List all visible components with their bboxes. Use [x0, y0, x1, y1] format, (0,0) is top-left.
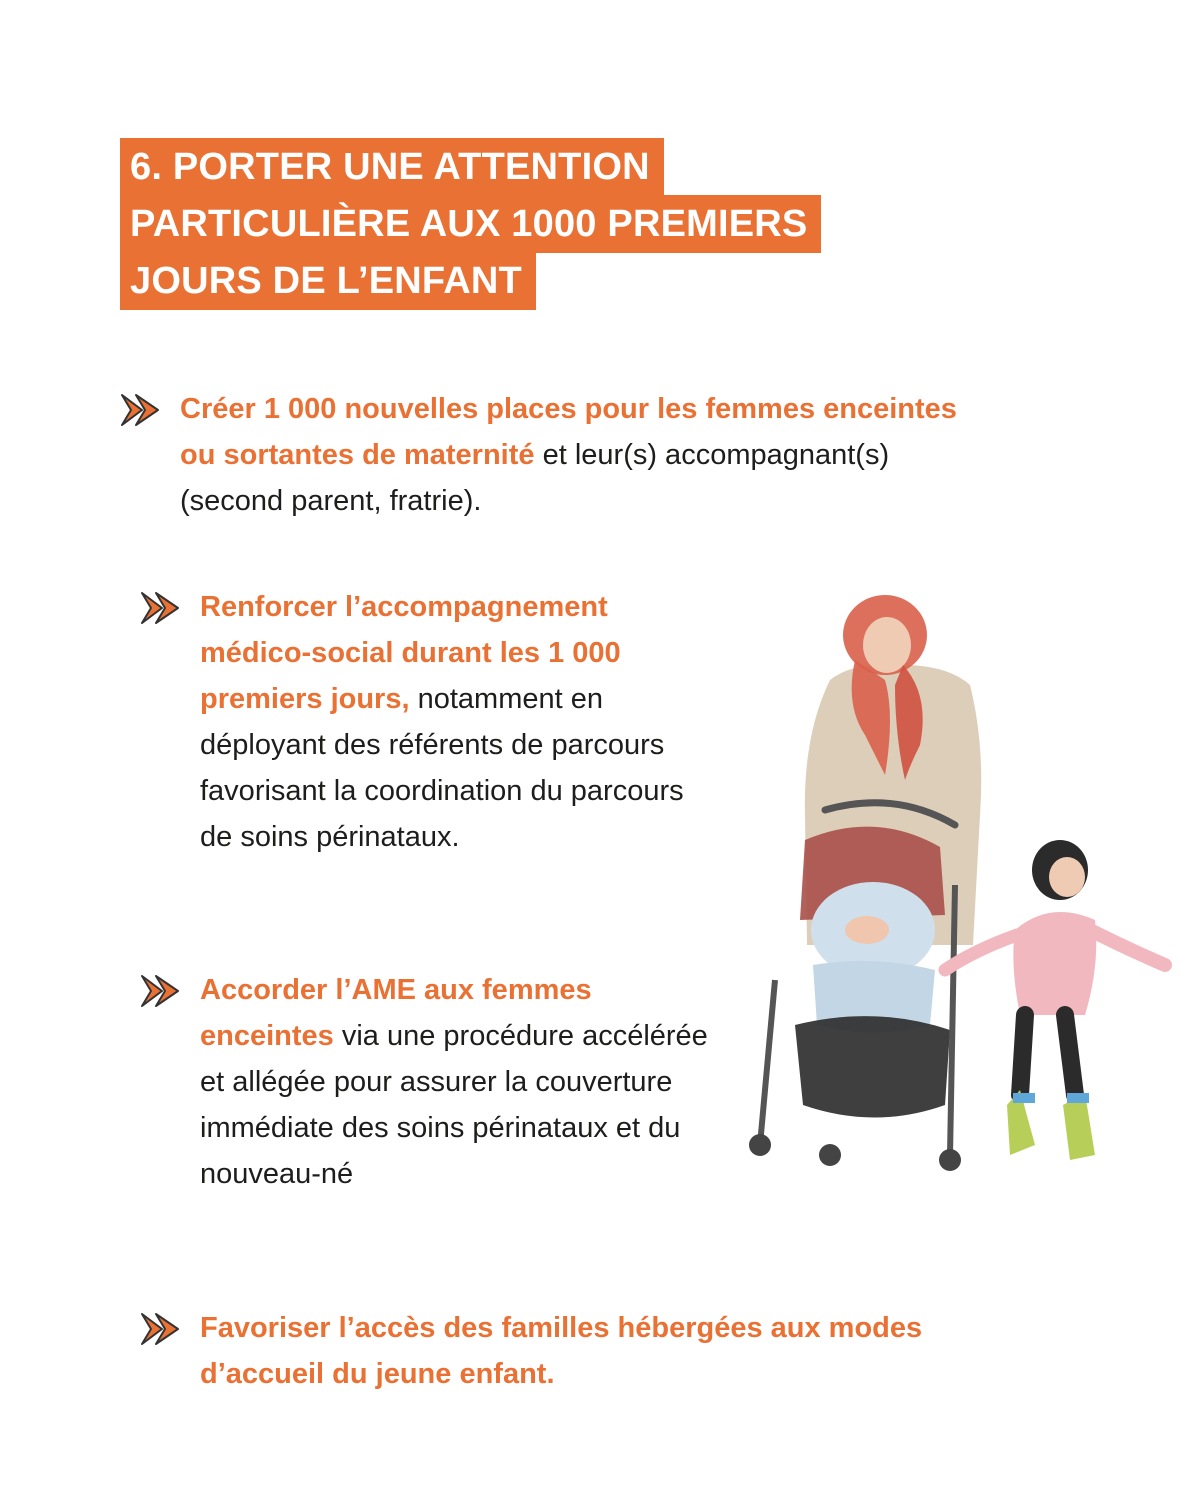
arrow-bullet-icon — [138, 973, 182, 1009]
item-3-text: via une procédure accélérée et allégée pour assurer la couverture immédiate des soins périnataux et du nouveau-né — [200, 1020, 708, 1190]
arrow-bullet-icon — [138, 1311, 182, 1347]
arrow-bullet-icon — [118, 392, 162, 428]
item-2-highlight: Renforcer l’accompagnement médico-social durant les 1 000 premiers jours, — [200, 591, 621, 715]
list-item-1 — [180, 386, 970, 524]
list-item-4 — [200, 1305, 980, 1397]
item-4-highlight: Favoriser l’accès des familles hébergées aux modes d’accueil du jeune enfant. — [200, 1312, 923, 1390]
title-line-3: JOURS DE L’ENFANT — [120, 252, 536, 310]
section-title — [120, 138, 821, 309]
title-line-1: 6. PORTER UNE ATTENTION — [120, 138, 664, 196]
mother-stroller-child-illustration — [735, 585, 1175, 1185]
title-line-2: PARTICULIÈRE AUX 1000 PREMIERS — [120, 195, 821, 253]
item-1-text: et leur(s) accompagnant(s) (second parent, fratrie). — [180, 439, 890, 517]
list-item-3 — [200, 967, 710, 1197]
item-2-text: notamment en déployant des référents de parcours favorisant la coordination du parcours de soins périnataux. — [200, 683, 684, 853]
item-1-highlight: Créer 1 000 nouvelles places pour les femmes enceintes ou sortantes de maternité — [180, 393, 957, 471]
list-item-2 — [200, 584, 710, 860]
arrow-bullet-icon — [138, 590, 182, 626]
item-3-highlight: Accorder l’AME aux femmes enceintes — [200, 974, 592, 1052]
